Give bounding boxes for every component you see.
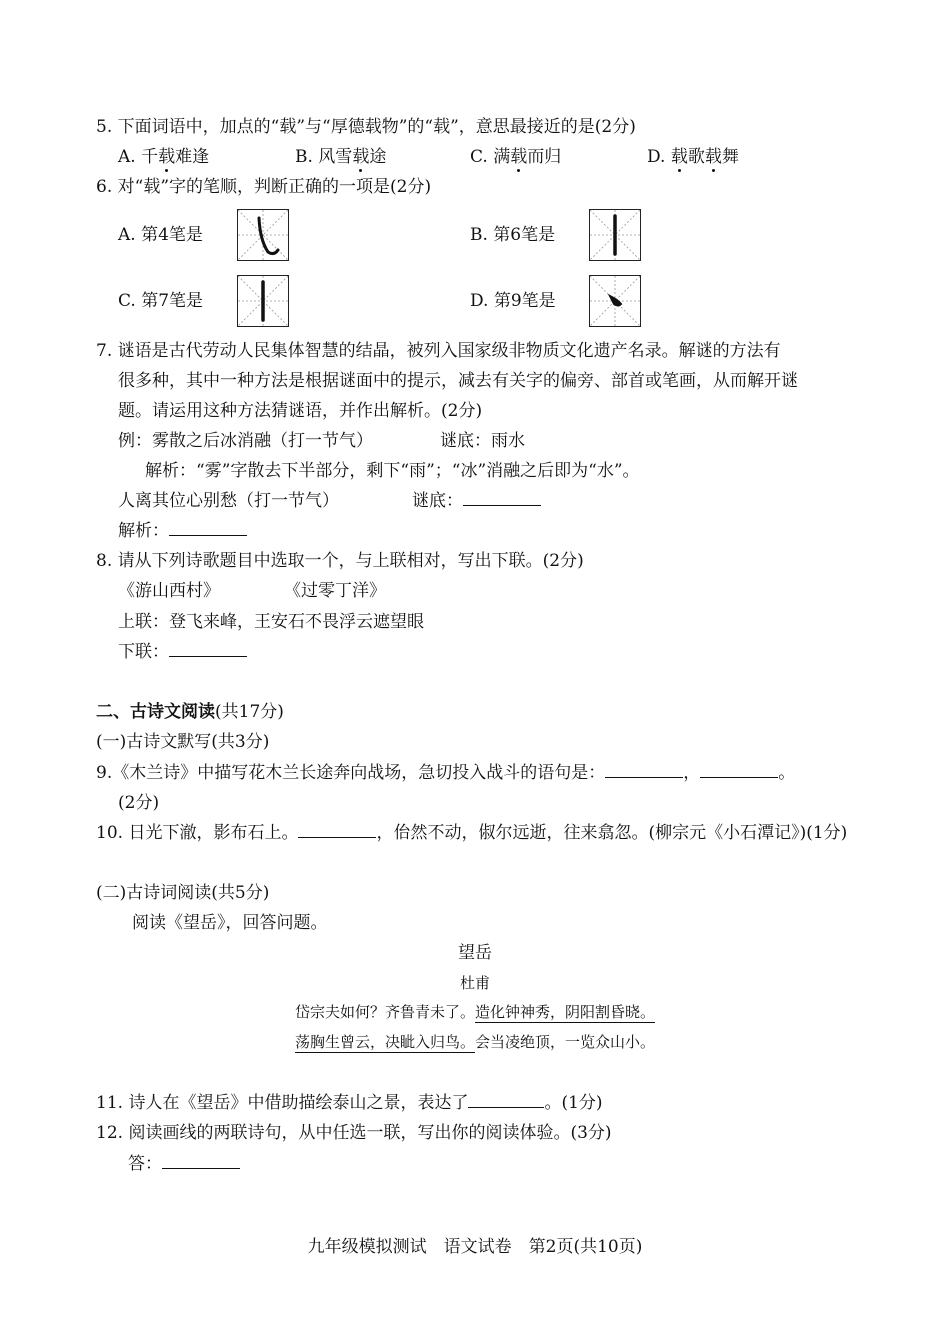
q9-blank-2[interactable] (700, 762, 778, 778)
poem-line-2: 荡胸生曾云，决眦入归鸟。会当凌绝顶，一览众山小。 (294, 1033, 656, 1051)
q7-explanation: 解析： (118, 520, 247, 542)
q9-blank-1[interactable] (605, 762, 683, 778)
q10: 10. 日光下澈，影布石上。 ，佁然不动，俶尔远逝，往来翕忽。(柳宗元《小石潭记》)(1分) (96, 823, 848, 843)
q11-blank[interactable] (468, 1092, 544, 1108)
q8-lower-couplet: 下联： (118, 641, 247, 663)
q7-line-2: 很多种，其中一种方法是根据谜面中的提示，减去有关字的偏旁、部首或笔画，从而解开谜 (118, 371, 798, 391)
section-2-title: 二、古诗文阅读(共17分) (96, 702, 284, 722)
q9-score: (2分) (118, 793, 160, 813)
q6-stem: 6. 对“载”字的笔顺，判断正确的一项是(2分) (96, 177, 432, 197)
q9: 9.《木兰诗》中描写花木兰长途奔向战场，急切投入战斗的语句是： ， 。 (96, 763, 796, 783)
q10-blank[interactable] (298, 822, 376, 838)
answer-blank[interactable] (463, 490, 541, 506)
poem-line-1: 岱宗夫如何？齐鲁青未了。造化钟神秀，阴阳割昏晓。 (294, 1003, 656, 1021)
q7-question: 人离其位心别愁（打一节气） (118, 491, 339, 511)
subsection-1-title: (一)古诗文默写(共3分) (96, 732, 270, 752)
q5-option-c: C. 满载而归 (470, 147, 562, 167)
q6-option-b: B. 第6笔是 (470, 225, 556, 245)
q7-line-3: 题。请运用这种方法猜谜语，并作出解析。(2分) (118, 401, 483, 421)
q8-upper-couplet: 上联：登飞来峰，王安石不畏浮云遮望眼 (118, 612, 424, 632)
subsection-2-title: (二)古诗词阅读(共5分) (96, 883, 270, 903)
stroke-box-b (589, 209, 641, 261)
q5-option-b: B. 风雪载途 (295, 147, 387, 167)
stroke-box-a (237, 209, 289, 261)
q12-answer: 答： (128, 1153, 240, 1175)
q6-option-a: A. 第4笔是 (118, 225, 203, 245)
q12-stem: 12. 阅读画线的两联诗句，从中任选一联，写出你的阅读体验。(3分) (96, 1123, 612, 1143)
q8-title-2: 《过零丁洋》 (284, 581, 386, 601)
q8-title-1: 《游山西村》 (118, 581, 220, 601)
q11: 11. 诗人在《望岳》中借助描绘泰山之景，表达了 。(1分) (96, 1093, 603, 1113)
q6-option-d: D. 第9笔是 (470, 291, 556, 311)
page-footer: 九年级模拟测试 语文试卷 第2页(共10页) (307, 1237, 643, 1257)
q6-option-c: C. 第7笔是 (118, 291, 204, 311)
poem-author: 杜甫 (459, 974, 490, 992)
q12-blank[interactable] (162, 1153, 240, 1169)
reading-intro: 阅读《望岳》，回答问题。 (132, 913, 328, 933)
explanation-blank[interactable] (169, 520, 247, 536)
q8-stem: 8. 请从下列诗歌题目中选取一个，与上联相对，写出下联。(2分) (96, 551, 584, 571)
q5-option-d: D. 载歌载舞 (647, 147, 739, 167)
lower-couplet-blank[interactable] (169, 641, 247, 657)
q5-stem: 5. 下面词语中，加点的“载”与“厚德载物”的“载”，意思最接近的是(2分) (96, 117, 636, 137)
q7-answer: 谜底： (412, 490, 541, 512)
q7-example-explanation: 解析：“雾”字散去下半部分，剩下“雨”；“冰”消融之后即为“水”。 (145, 461, 640, 481)
q7-example-answer: 谜底：雨水 (440, 431, 525, 451)
stroke-box-d (589, 275, 641, 327)
poem-title: 望岳 (458, 943, 492, 963)
stroke-box-c (237, 275, 289, 327)
q7-line-1: 7. 谜语是古代劳动人民集体智慧的结晶，被列入国家级非物质文化遗产名录。解谜的方法有 (96, 341, 781, 361)
q5-option-a: A. 千载难逢 (118, 147, 210, 167)
q7-example-question: 例：雾散之后冰消融（打一节气） (118, 431, 373, 451)
